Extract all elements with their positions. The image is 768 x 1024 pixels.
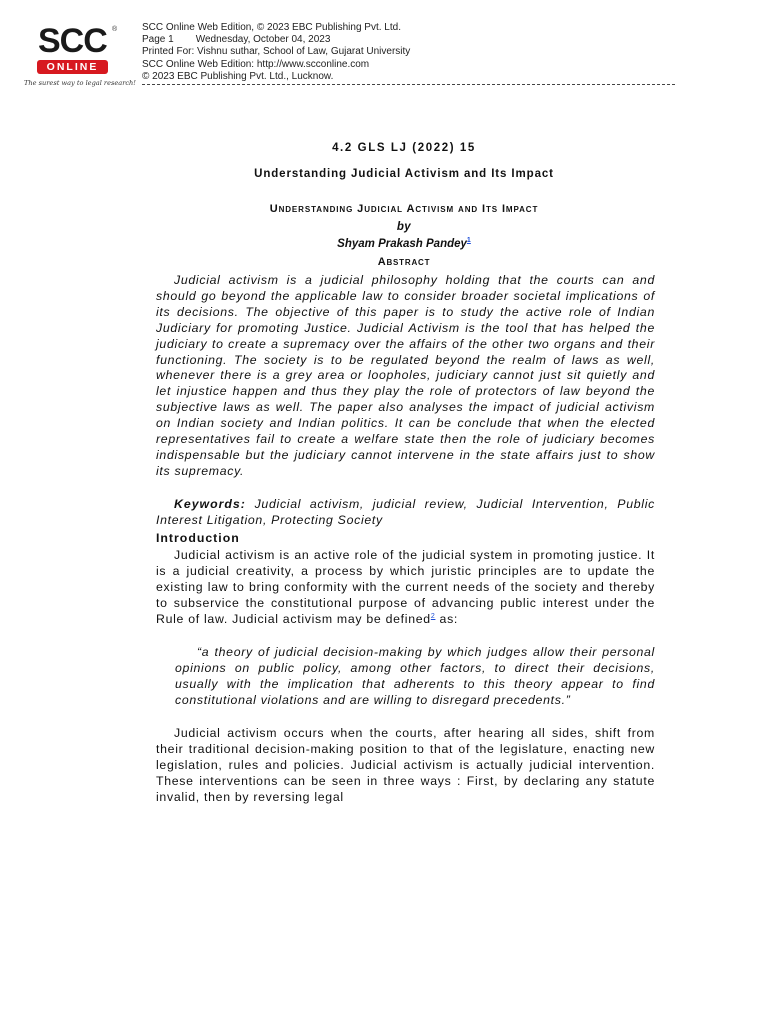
intro-heading: Introduction <box>156 531 240 545</box>
scc-online-logo <box>24 22 136 92</box>
byline-by: by <box>396 221 412 233</box>
header-line-website: SCC Online Web Edition: http://www.scconline.com <box>142 58 370 70</box>
intro-tail: as: <box>435 611 459 626</box>
intro-paragraph <box>156 548 655 628</box>
author-footnote-link[interactable]: 1 <box>466 237 471 245</box>
header-line-printed-for: Printed For: Vishnu suthar, School of Law, Gujarat University <box>142 46 411 58</box>
citation: 4.2 GLS LJ (2022) 15 <box>332 142 476 154</box>
logo-brand-bottom: ONLINE <box>37 60 108 74</box>
page-label: Page 1 <box>142 34 174 46</box>
keywords-label: Keywords: <box>174 497 246 511</box>
print-date: Wednesday, October 04, 2023 <box>195 34 331 46</box>
article-title: Understanding Judicial Activism and Its Impact <box>269 203 539 215</box>
intro-footnote-link[interactable]: 2 <box>430 612 436 620</box>
block-quote: “a theory of judicial decision-making by which judges allow their personal opinions on public policy, among other factors, to direct their decisions, usually with the implication that adherents to this theory appear to find constitutional violations and are willing to disregard precedents.” <box>175 645 655 707</box>
header-line-page <box>142 34 410 46</box>
author-name: Shyam Prakash Pandey <box>337 238 467 250</box>
keywords <box>156 497 655 529</box>
document-title: Understanding Judicial Activism and Its Impact <box>254 168 554 180</box>
body-paragraph: Judicial activism occurs when the courts, after hearing all sides, shift from their traditional decision-making position to that of the legislature, enacting new legislation, rules and policies. Judicial activism is actually judicial intervention. These interventions can be seen in three ways : First, by declaring any statute invalid, then by reversing legal <box>156 726 655 804</box>
registered-mark: ® <box>112 26 118 33</box>
abstract-text: Judicial activism is a judicial philosophy holding that the courts can and should go beyond the applicable law to consider broader societal implications of its decisions. The objective of this paper is to study the active role of Indian Judiciary for promoting Justice. Judicial Activism is the tool that has helped the judiciary to create a supremacy over the affairs of the other two organs and their functioning. The society is to be regulated beyond the realm of laws as well, whenever there is a grey area or loopholes, judiciary cannot just sit quietly and let injustice happen and thus they play the role of protectors of law beyond the subjective laws as well. The paper also analyses the impact of judicial activism on Indian society and Indian politics. It can be conclude that when the elected representatives fail to create a welfare state then the role of judiciary becomes indispensable but the judiciary cannot intervene in the state affairs just to show its supremacy. <box>156 273 655 478</box>
keywords-text: Judicial activism, judicial review, Judicial Intervention, Public Interest Litigation, Protecting Society <box>156 497 655 527</box>
author-line <box>0 238 768 250</box>
abstract-heading: Abstract <box>377 256 431 268</box>
print-header <box>142 22 410 83</box>
header-line-edition: SCC Online Web Edition, © 2023 EBC Publishing Pvt. Ltd. <box>142 22 401 33</box>
logo-tagline: The surest way to legal research! <box>24 79 136 87</box>
header-line-copyright: © 2023 EBC Publishing Pvt. Ltd., Lucknow. <box>142 70 334 82</box>
intro-text: Judicial activism is an active role of the judicial system in promoting justice. It is a judicial creativity, a process by which juristic principles are to update the existing law to bring conformity with the current needs of the society and thereby to subservice the constitutional purpose of advancing public interest under the Rule of law. Judicial activism may be defined <box>156 548 655 626</box>
header-divider <box>142 84 675 85</box>
logo-brand-top: SCC <box>38 22 107 60</box>
